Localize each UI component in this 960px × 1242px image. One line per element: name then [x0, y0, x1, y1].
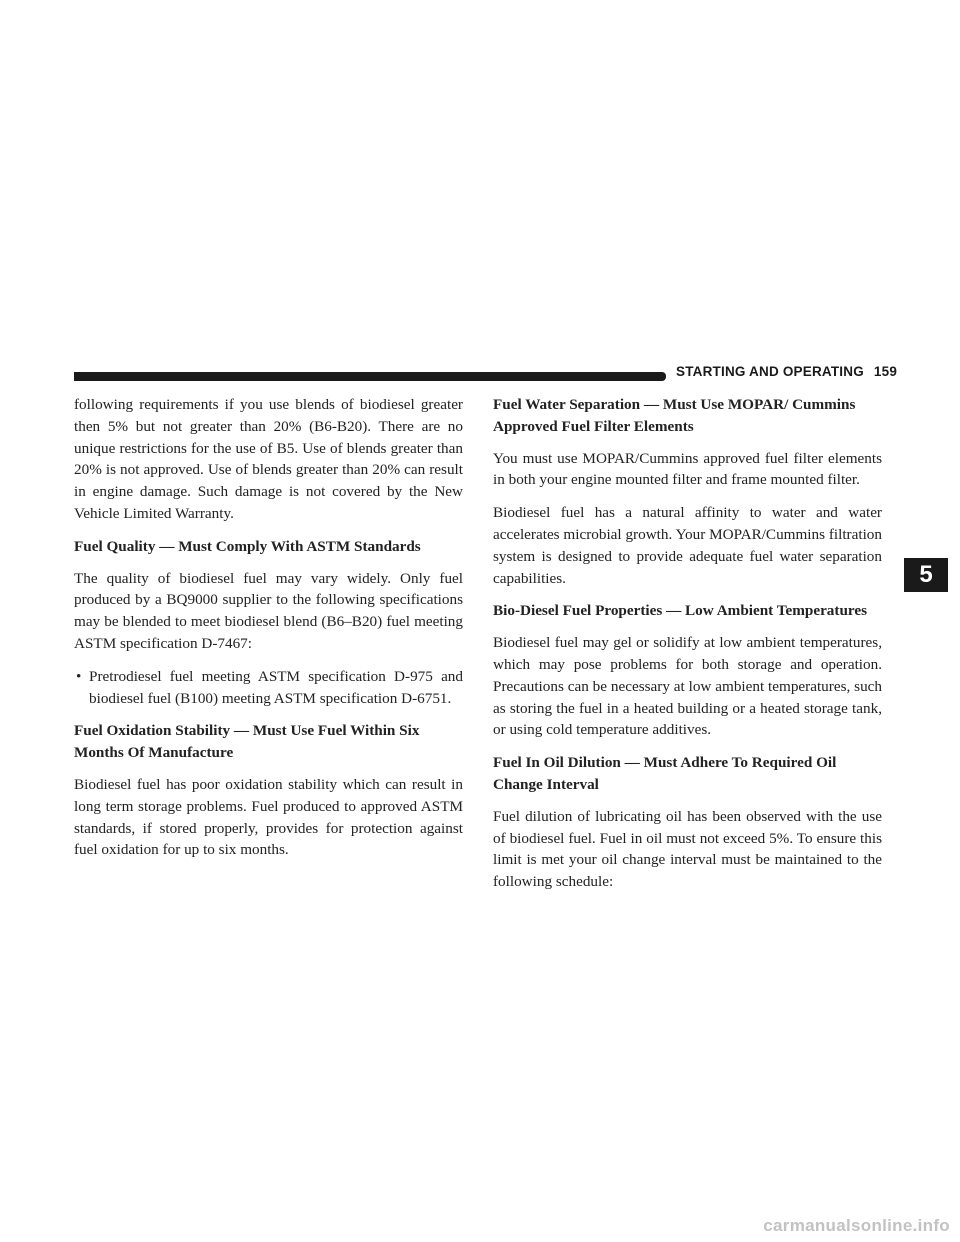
heading-water-separation: Fuel Water Separation — Must Use MOPAR/ Cummins Approved Fuel Filter Elements: [493, 396, 856, 435]
heading-oxidation-stability: Fuel Oxidation Stability — Must Use Fuel Within Six Months Of Manufacture: [74, 722, 420, 762]
bullet-icon: •: [76, 667, 82, 685]
section-title: STARTING AND OPERATING: [676, 364, 864, 379]
paragraph-blend-requirements: following requirements if you use blends of biodiesel greater then 5% but not greater than 20% (B6-B20). There are no unique restrictions for the use of B5. Use of blends greater than 20% is not approved. Use of blends greater than 20% can result in engine damage. Such damage is not covered by the New Vehicle Limited Warranty.: [74, 396, 463, 522]
header-rule: [74, 372, 666, 381]
heading-fuel-quality: Fuel Quality — Must Comply With ASTM Standards: [74, 537, 421, 555]
heading-low-ambient: Bio-Diesel Fuel Properties — Low Ambient Temperatures: [493, 602, 868, 620]
paragraph-filter-elements: You must use MOPAR/Cummins approved fuel filter elements in both your engine mounted filter and frame mounted filter.: [493, 449, 882, 489]
paragraph-water-affinity: Biodiesel fuel has a natural affinity to water and water accelerates microbial growth. Your MOPAR/Cummins filtration system is designed to provide adequate fuel water separation capabilities.: [493, 504, 882, 587]
paragraph-low-ambient: Biodiesel fuel may gel or solidify at low ambient temperatures, which may pose problems for both storage and operation. Precautions can be necessary at low ambient temperatures, such as storing the fuel in a heated building or a heated storage tank, or using cold temperature additives.: [493, 634, 882, 739]
paragraph-oil-dilution: Fuel dilution of lubricating oil has been observed with the use of biodiesel fuel. Fuel in oil must not exceed 5%. To ensure this limit is met your oil change interval must be maintained to the following schedule:: [493, 807, 882, 891]
watermark: carmanualsonline.info: [763, 1216, 950, 1235]
page-number: 159: [873, 364, 898, 379]
paragraph-oxidation-stability: Biodiesel fuel has poor oxidation stability which can result in long term storage problems. Fuel produced to approved ASTM standards, if stored properly, provides for protection against fuel oxidation for up to six months.: [74, 775, 463, 859]
list-item: [74, 666, 463, 710]
right-column: [493, 394, 882, 904]
running-header: [676, 364, 898, 379]
paragraph-fuel-quality: The quality of biodiesel fuel may vary widely. Only fuel produced by a BQ9000 supplier to the following specifications may be blended to meet biodiesel blend (B6–B20) fuel meeting ASTM specification D-7467:: [74, 569, 463, 652]
list-item-text: Pretrodiesel fuel meeting ASTM specification D-975 and biodiesel fuel (B100) meeting ASTM specification D-6751.: [89, 667, 463, 707]
chapter-tab: 5: [904, 558, 948, 592]
left-column: [74, 394, 463, 872]
heading-oil-dilution: Fuel In Oil Dilution — Must Adhere To Required Oil Change Interval: [493, 754, 837, 793]
